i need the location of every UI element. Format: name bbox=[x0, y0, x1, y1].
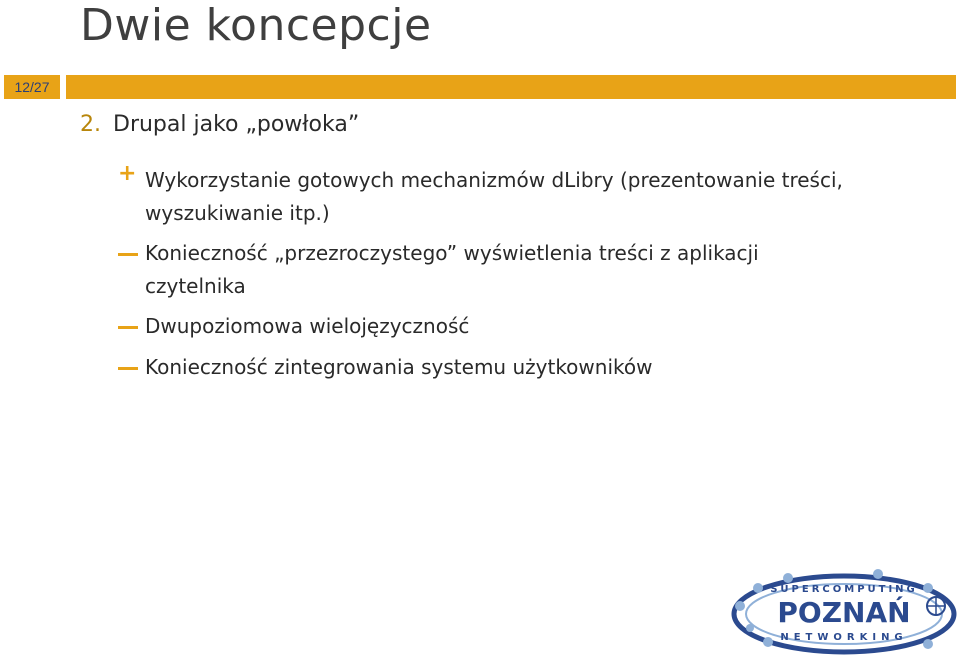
list-item: Wykorzystanie gotowych mechanizmów dLibry (prezentowanie treści, wyszukiwanie itp.) bbox=[145, 168, 843, 225]
dash-bullet-icon bbox=[118, 367, 138, 370]
logo-main-text: POZNAŃ bbox=[777, 596, 911, 629]
list-item: Dwupoziomowa wielojęzyczność bbox=[145, 314, 470, 338]
list-item: Konieczność „przezroczystego” wyświetlenia treści z aplikacji czytelnika bbox=[145, 241, 759, 298]
dash-bullet-icon bbox=[118, 253, 138, 256]
logo-bottom-text: NETWORKING bbox=[780, 632, 908, 643]
psnc-logo bbox=[728, 566, 960, 658]
section-heading-text: Drupal jako „powłoka” bbox=[113, 112, 360, 137]
header-bar-fill bbox=[66, 75, 956, 99]
header-bar bbox=[0, 75, 960, 99]
section-heading bbox=[80, 112, 359, 137]
logo-top-text: SUPERCOMPUTING bbox=[770, 584, 918, 595]
slide-title: Dwie koncepcje bbox=[80, 0, 432, 51]
page-indicator: 12/27 bbox=[4, 75, 60, 99]
plus-bullet-icon: + bbox=[118, 161, 137, 186]
dash-bullet-icon bbox=[118, 326, 138, 329]
list-item: Konieczność zintegrowania systemu użytkowników bbox=[145, 355, 653, 379]
section-number: 2. bbox=[80, 112, 101, 137]
